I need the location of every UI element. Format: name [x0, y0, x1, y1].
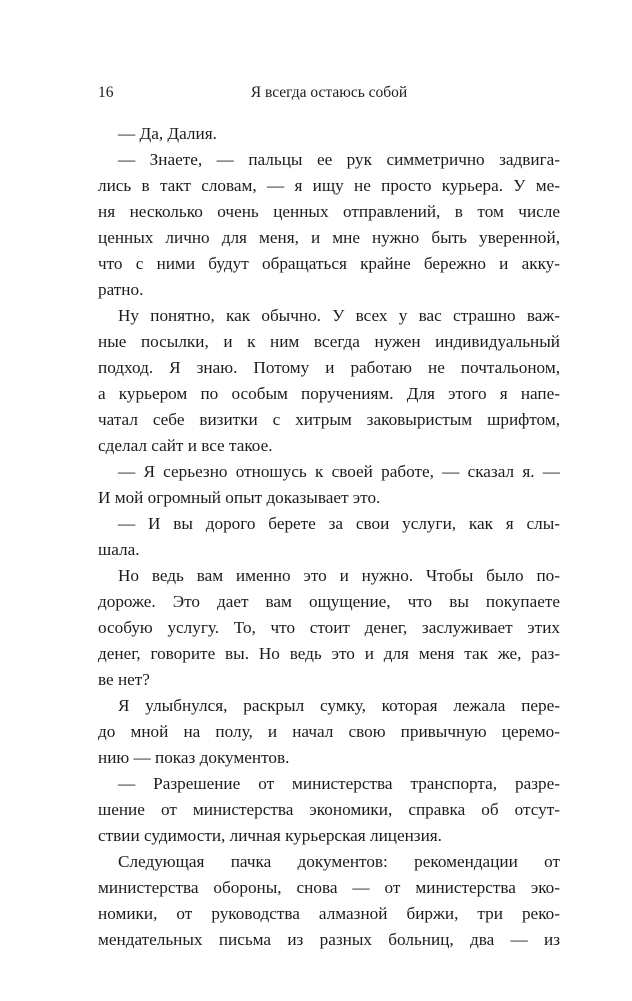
running-title: Я всегда остаюсь собой [250, 84, 408, 101]
text-line: чатал себе визитки с хитрым заковыристым шрифтом, [98, 410, 560, 429]
text-line: — Я серьезно отношусь к своей работе, — сказал я. — [118, 462, 560, 481]
page-number: 16 [98, 84, 114, 101]
text-line: а курьером по особым поручениям. Для этого я напе- [98, 384, 560, 403]
text-line: ня несколько очень ценных отправлений, в том числе [98, 202, 560, 221]
text-line: особую услугу. То, что стоит денег, заслуживает этих [98, 618, 560, 637]
text-line: Я улыбнулся, раскрыл сумку, которая лежала пере- [118, 696, 560, 715]
text-line: ствии судимости, личная курьерская лицензия. [98, 826, 442, 845]
text-line: нию — показ документов. [98, 748, 290, 767]
text-line: номики, от руководства алмазной биржи, три реко- [98, 904, 560, 923]
text-line: подход. Я знаю. Потому и работаю не почтальоном, [98, 358, 560, 377]
text-line: Ну понятно, как обычно. У всех у вас страшно важ- [118, 306, 560, 325]
text-line: — Да, Далия. [118, 124, 217, 143]
text-line: ве нет? [98, 670, 150, 689]
text-line: сделал сайт и все такое. [98, 436, 273, 455]
text-line: министерства обороны, снова — от министерства эко- [98, 878, 560, 897]
text-line: И мой огромный опыт доказывает это. [98, 488, 381, 507]
text-line: шала. [98, 540, 140, 559]
text-line: ные посылки, и к ним всегда нужен индивидуальный [98, 332, 560, 351]
text-line: ценных лично для меня, и мне нужно быть уверенной, [98, 228, 560, 247]
text-line: ратно. [98, 280, 144, 299]
text-line: денег, говорите вы. Но ведь это и для меня так же, раз- [98, 644, 560, 663]
text-line: Но ведь вам именно это и нужно. Чтобы было по- [118, 566, 560, 585]
text-line: шение от министерства экономики, справка об отсут- [98, 800, 560, 819]
text-line: что с ними будут обращаться крайне бережно и акку- [98, 254, 560, 273]
text-line: — Знаете, — пальцы ее рук симметрично задвига- [118, 150, 560, 169]
text-line: Следующая пачка документов: рекомендации от [118, 852, 560, 871]
text-line: лись в такт словам, — я ищу не просто курьера. У ме- [98, 176, 560, 195]
text-line: — И вы дорого берете за свои услуги, как я слы- [118, 514, 560, 533]
text-line: — Разрешение от министерства транспорта, разре- [118, 774, 560, 793]
page-header [98, 81, 560, 105]
text-line: мендательных письма из разных больниц, два — из [98, 930, 560, 949]
text-line: до мной на полу, и начал свою привычную церемо- [98, 722, 560, 741]
text-line: дороже. Это дает вам ощущение, что вы покупаете [98, 592, 560, 611]
